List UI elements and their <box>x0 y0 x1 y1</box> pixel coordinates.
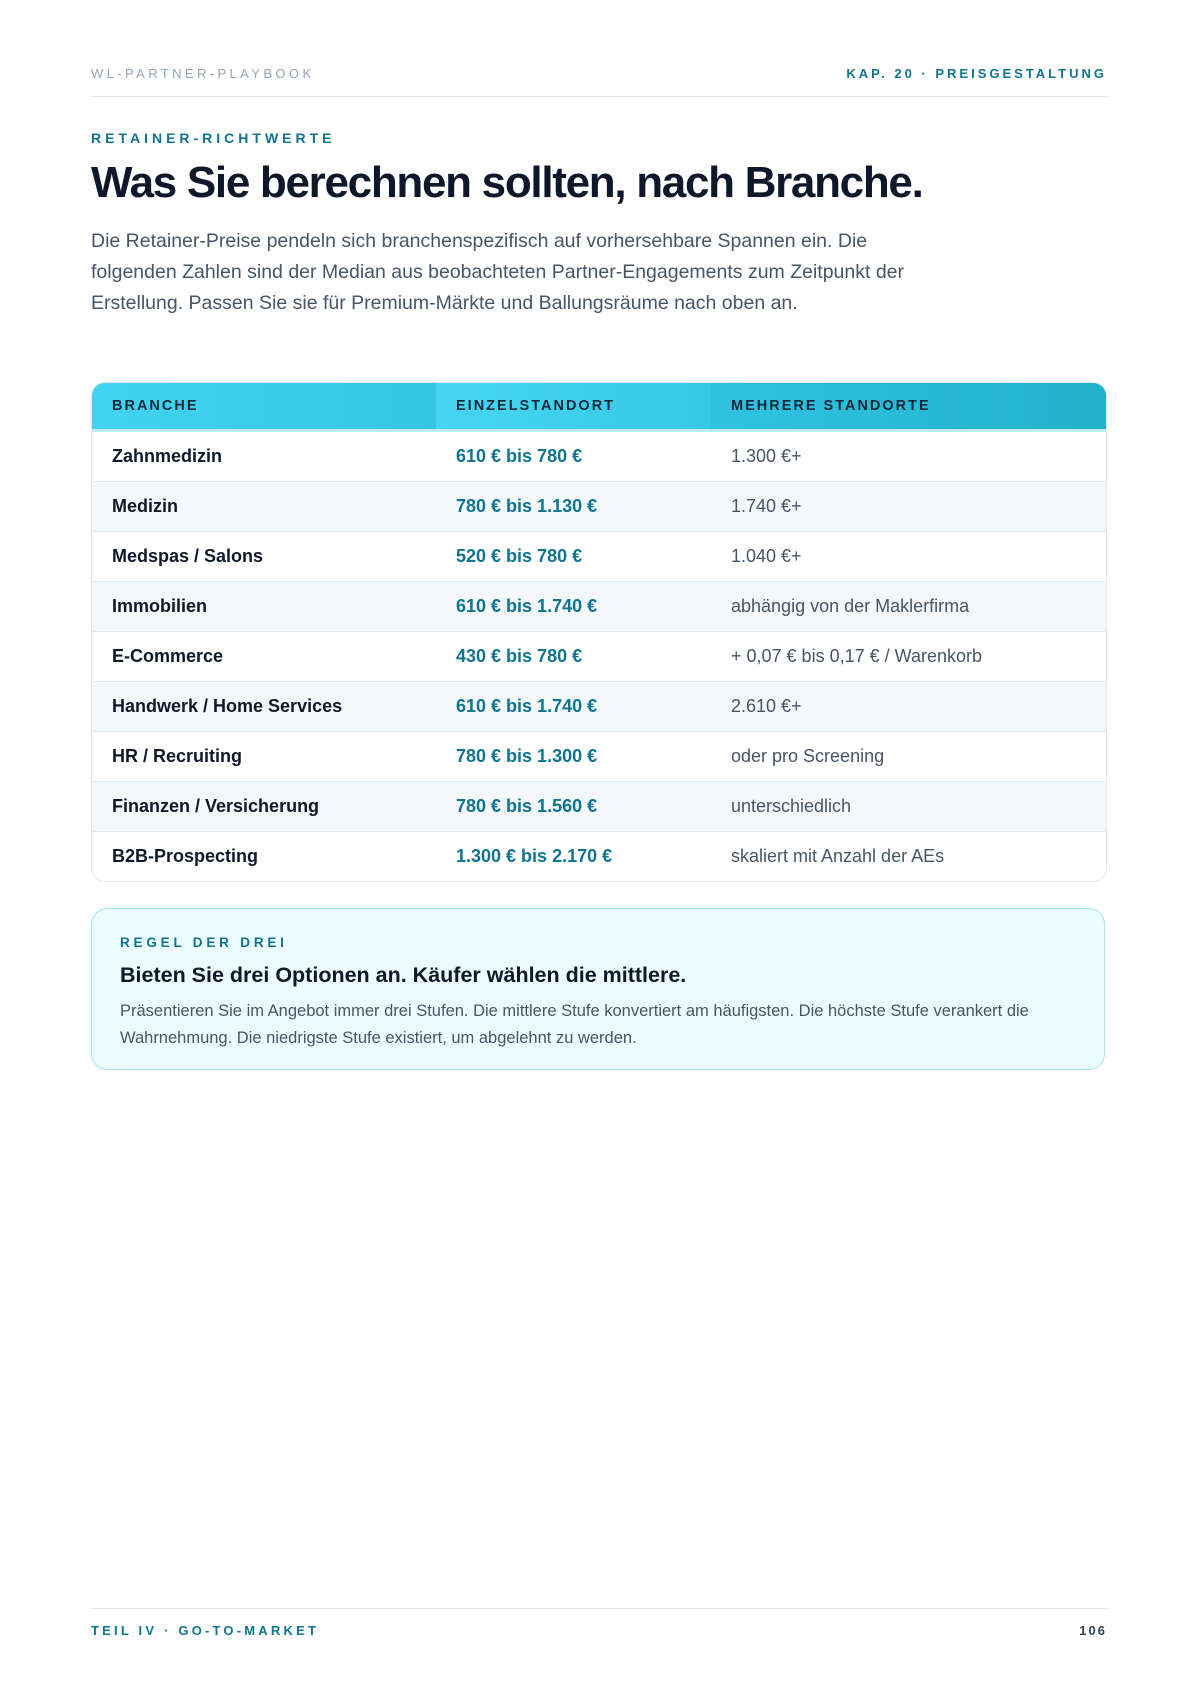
single-location-cell: 610 € bis 1.740 € <box>436 582 711 632</box>
page-number: 106 <box>1079 1623 1107 1638</box>
section-eyebrow: RETAINER-RICHTWERTE <box>91 130 336 146</box>
document-page <box>91 0 1107 1684</box>
table-row <box>92 782 1106 832</box>
table-row <box>92 582 1106 632</box>
running-footer <box>91 1623 1107 1638</box>
single-location-cell: 520 € bis 780 € <box>436 532 711 582</box>
table-row <box>92 682 1106 732</box>
table-header-row <box>92 383 1106 431</box>
header-divider <box>91 96 1107 97</box>
multi-location-cell: oder pro Screening <box>711 732 1106 782</box>
callout-text: Präsentieren Sie im Angebot immer drei Stufen. Die mittlere Stufe konvertiert am häufigsten. Die höchste Stufe verankert die Wahrnehmung. Die niedrigste Stufe existiert, um abgelehnt zu werden. <box>120 1002 1029 1047</box>
multi-location-cell: abhängig von der Maklerfirma <box>711 582 1106 632</box>
column-header-mehrere-standorte: MEHRERE STANDORTE <box>711 383 1106 431</box>
branch-cell: Medspas / Salons <box>92 532 436 582</box>
page-title: Was Sie berechnen sollten, nach Branche. <box>91 158 923 207</box>
branch-cell: Immobilien <box>92 582 436 632</box>
column-header-branche: BRANCHE <box>92 383 436 431</box>
single-location-cell: 430 € bis 780 € <box>436 632 711 682</box>
multi-location-cell: skaliert mit Anzahl der AEs <box>711 832 1106 882</box>
single-location-cell: 780 € bis 1.300 € <box>436 732 711 782</box>
branch-cell: Medizin <box>92 482 436 532</box>
multi-location-cell: 1.740 €+ <box>711 482 1106 532</box>
branch-cell: Zahnmedizin <box>112 446 223 466</box>
single-location-cell: 780 € bis 1.560 € <box>436 782 711 832</box>
multi-location-cell: unterschiedlich <box>711 782 1106 832</box>
multi-location-cell: 2.610 €+ <box>711 682 1106 732</box>
pricing-table <box>91 382 1107 882</box>
single-location-cell: 1.300 € bis 2.170 € <box>436 832 711 882</box>
table-row <box>92 431 1106 482</box>
book-title: WL-PARTNER-PLAYBOOK <box>91 66 315 81</box>
table-row <box>92 482 1106 532</box>
table-row <box>92 832 1106 882</box>
rule-of-three-callout <box>91 908 1105 1070</box>
footer-divider <box>91 1608 1107 1609</box>
branch-cell: HR / Recruiting <box>92 732 436 782</box>
branch-cell: Handwerk / Home Services <box>92 682 436 732</box>
callout-eyebrow: REGEL DER DREI <box>120 935 288 950</box>
multi-location-cell: 1.300 €+ <box>731 446 802 466</box>
multi-location-cell: 1.040 €+ <box>711 532 1106 582</box>
running-header <box>91 66 1107 81</box>
intro-paragraph: Die Retainer-Preise pendeln sich branchenspezifisch auf vorhersehbare Spannen ein. Die folgenden Zahlen sind der Median aus beobachteten Partner-Engagements zum Zeitpunkt der Erstellung. Passen Sie sie für Premium-Märkte und Ballungsräume nach oben an. <box>91 230 905 314</box>
single-location-cell: 780 € bis 1.130 € <box>436 482 711 532</box>
branch-cell: B2B-Prospecting <box>92 832 436 882</box>
table-row <box>92 532 1106 582</box>
column-header-einzelstandort: EINZELSTANDORT <box>436 383 711 431</box>
part-label: TEIL IV · GO-TO-MARKET <box>91 1623 320 1638</box>
branch-cell: E-Commerce <box>92 632 436 682</box>
single-location-cell: 610 € bis 1.740 € <box>436 682 711 732</box>
table-row <box>92 732 1106 782</box>
multi-location-cell: + 0,07 € bis 0,17 € / Warenkorb <box>711 632 1106 682</box>
branch-cell: Finanzen / Versicherung <box>92 782 436 832</box>
chapter-label: KAP. 20 · PREISGESTALTUNG <box>846 66 1107 81</box>
single-location-cell: 610 € bis 780 € <box>456 446 583 466</box>
callout-title: Bieten Sie drei Optionen an. Käufer wählen die mittlere. <box>120 963 687 987</box>
table-row <box>92 632 1106 682</box>
